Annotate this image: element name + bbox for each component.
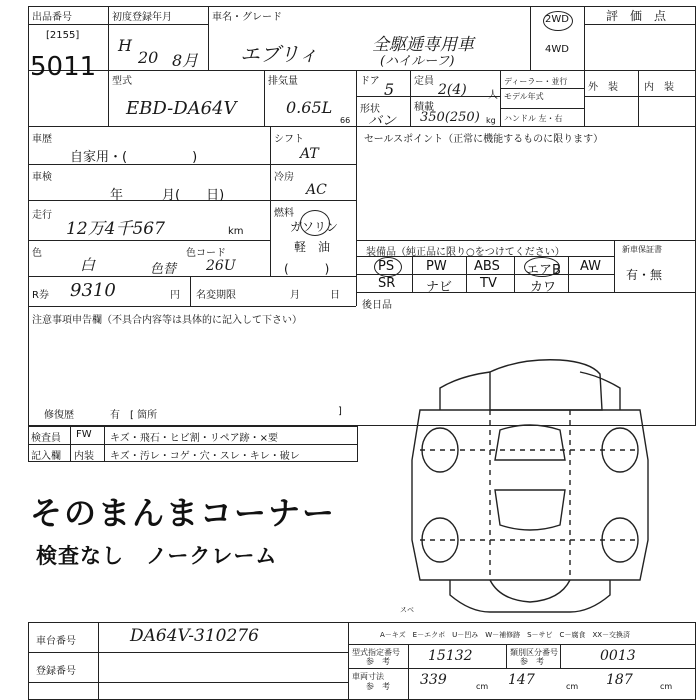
width-unit: cm	[566, 682, 579, 691]
equip-ps-circle	[374, 257, 402, 277]
equip-navi: ナビ	[426, 280, 453, 295]
inspector-label-2: 記入欄	[31, 451, 61, 462]
diagram-mark: スベ	[400, 606, 414, 614]
capacity-value: 2(4)	[438, 82, 467, 98]
name-change-value: 月 日	[290, 290, 340, 301]
load-value: 350(250)	[420, 110, 480, 125]
first-reg-year: 20	[138, 48, 159, 67]
shape-value: バン	[368, 113, 396, 129]
shape-label: 形状	[360, 104, 380, 115]
exterior-label: 外 装	[588, 82, 618, 93]
fuel-gasoline: ガソリン	[290, 220, 339, 234]
color-label: 色	[32, 248, 42, 259]
damage-legend: A－キズ E－エクボ U－凹み W－補修跡 S－サビ C－腐食 XX－交換済	[380, 631, 631, 639]
repair-value: 有 [ 箇所	[110, 410, 158, 421]
fuel-other: ( )	[284, 262, 330, 276]
height-value: 187	[606, 672, 633, 688]
type-value: 15132	[428, 648, 473, 664]
length-value: 339	[420, 672, 447, 688]
displacement-small: 66	[340, 116, 351, 125]
mileage-value: 12万4千567	[66, 219, 165, 239]
inspection-label: 車検	[32, 172, 52, 183]
doors-label: ドア	[360, 76, 380, 87]
inspector-interior: 内装	[74, 451, 94, 462]
equip-airbag: エアB	[526, 263, 561, 278]
interior-label: 内 装	[644, 82, 674, 93]
lot-small-number: [2155]	[46, 30, 80, 41]
later-items-label: 後日品	[362, 300, 392, 311]
car-name-label: 車名・グレード	[212, 12, 282, 23]
capacity-label: 定員	[414, 76, 434, 87]
class-label: 類別区分番号	[510, 648, 558, 657]
sales-point-label: セールスポイント（正常に機能するものに限ります）	[364, 134, 604, 145]
load-label: 積載	[414, 102, 434, 113]
equip-leather: カワ	[530, 280, 557, 295]
length-unit: cm	[476, 682, 489, 691]
fuel-label: 燃料	[274, 208, 294, 219]
load-unit: kg	[486, 116, 496, 125]
shift-label: シフト	[274, 134, 304, 145]
size-label: 車両寸法	[352, 672, 384, 681]
type-sub: 参 考	[366, 657, 390, 666]
car-name: エブリィ	[240, 42, 319, 66]
mileage-label: 走行	[32, 210, 52, 221]
inspector-fw-text: キズ・飛石・ヒビ割・リペア跡・×要	[110, 433, 278, 444]
lot-number: 5011	[30, 52, 97, 82]
drive-4wd: 4WD	[545, 44, 569, 55]
car-grade: 全駆逓専用車	[372, 35, 474, 55]
equip-airbag-circle	[524, 257, 560, 277]
height-unit: cm	[660, 682, 673, 691]
shift-value: AT	[300, 146, 319, 162]
first-reg-era: H	[118, 36, 132, 55]
type-label: 型式指定番号	[352, 648, 400, 657]
first-reg-label: 初度登録年月	[112, 12, 172, 23]
first-reg-month: 8月	[172, 51, 199, 70]
car-diagram	[380, 350, 680, 620]
inspector-interior-text: キズ・汚レ・コゲ・穴・スレ・キレ・破レ	[110, 451, 300, 462]
color-code-value: 26U	[206, 258, 236, 274]
equip-abs: ABS	[474, 259, 500, 274]
class-value: 0013	[600, 648, 636, 664]
repair-label: 修復歴	[44, 410, 74, 421]
color-code-label: 色コード	[186, 248, 226, 259]
model-label: 型式	[112, 76, 132, 87]
chassis-label: 車台番号	[36, 636, 76, 647]
ac-value: AC	[306, 182, 327, 198]
displacement-label: 排気量	[268, 76, 298, 87]
class-sub: 参 考	[520, 657, 544, 666]
capacity-unit: 人	[488, 90, 498, 101]
stamp-line-1: そのまんまコーナー	[30, 494, 337, 532]
recycle-value: 9310	[70, 280, 116, 301]
fuel-diesel: 軽 油	[294, 240, 331, 254]
history-value: 自家用・( )	[70, 150, 198, 165]
registration-label: 登録番号	[36, 666, 76, 677]
equip-sr: SR	[378, 276, 396, 291]
mileage-unit: km	[228, 226, 244, 237]
doors-value: 5	[384, 80, 395, 99]
notes-label: 注意事項申告欄（不具合内容等は具体的に記入して下さい）	[32, 315, 302, 326]
equip-ps: PS	[378, 259, 395, 274]
equip-aw: AW	[580, 259, 602, 274]
handle-label: ハンドル 左・右	[504, 114, 563, 123]
equipment-label: 装備品（純正品に限り○をつけてください）	[366, 247, 565, 258]
drive-2wd-circle	[543, 11, 573, 31]
model-year-label: モデル年式	[504, 92, 544, 101]
car-grade-2: (ハイルーフ)	[380, 54, 455, 69]
name-change-label: 名変期限	[196, 290, 236, 301]
inspector-label-1: 検査員	[31, 433, 61, 444]
fuel-gasoline-circle	[300, 210, 330, 236]
size-sub: 参 考	[366, 682, 390, 691]
equip-tv: TV	[480, 276, 497, 291]
displacement-value: 0.65L	[286, 98, 333, 117]
recycle-label: R券	[32, 290, 49, 301]
stamp-line-2: 検査なし ノークレーム	[36, 544, 278, 568]
inspector-fw: FW	[76, 429, 92, 440]
recycle-unit: 円	[170, 290, 180, 301]
width-value: 147	[508, 672, 535, 688]
model-value: EBD-DA64V	[126, 98, 237, 119]
inspection-value: 年 月( 日)	[110, 188, 225, 203]
history-label: 車歴	[32, 134, 52, 145]
drive-2wd: 2WD	[545, 14, 569, 25]
chassis-value: DA64V-310276	[130, 626, 259, 646]
equip-pw: PW	[426, 259, 447, 274]
ac-label: 冷房	[274, 172, 294, 183]
dealer-label: ディーラー・並行	[504, 77, 568, 86]
lot-label: 出品番号	[32, 12, 72, 23]
evaluation-label: 評 価 点	[606, 9, 667, 23]
repair-close: ]	[338, 406, 342, 417]
color-value: 白	[80, 256, 96, 274]
warranty-label: 新車保証書	[622, 245, 662, 254]
warranty-value: 有・無	[626, 268, 663, 282]
color-mark: 色替	[150, 262, 177, 277]
